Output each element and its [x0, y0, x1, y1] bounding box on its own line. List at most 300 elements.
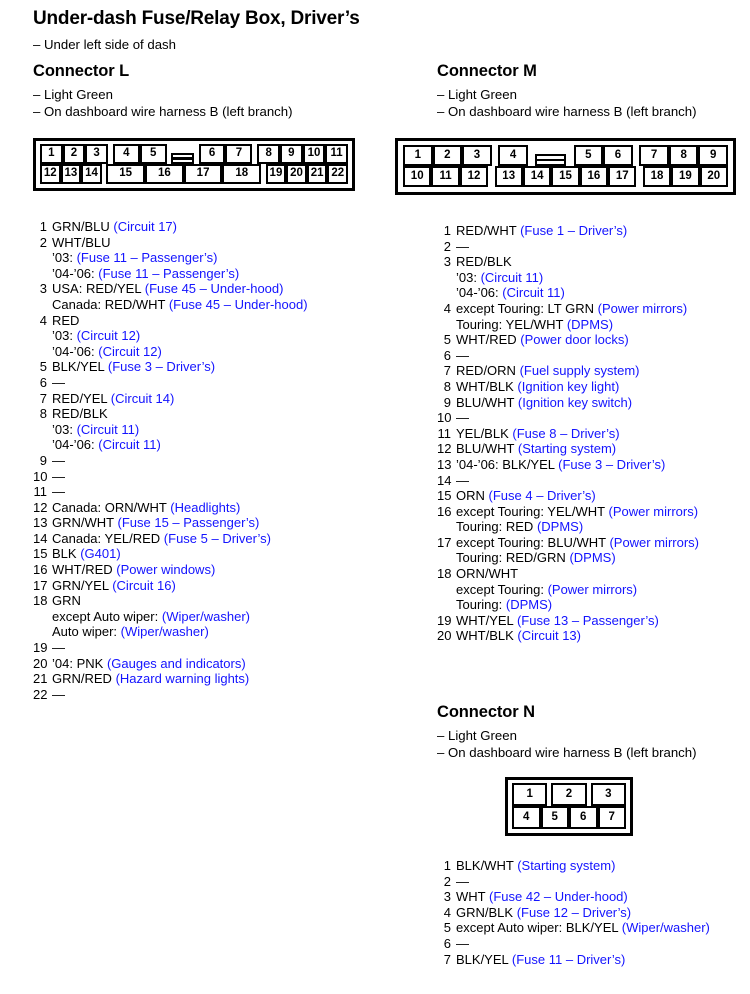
circuit-reference[interactable]: (Starting system)	[517, 441, 617, 457]
pin-number: 19	[33, 640, 48, 656]
circuit-reference[interactable]: (DPMS)	[569, 550, 616, 566]
pin-entry	[437, 348, 747, 364]
connector-M-pin-list	[437, 223, 747, 644]
pin-entry	[437, 410, 747, 426]
pin-main-line	[52, 235, 413, 251]
pin-entry	[437, 920, 747, 936]
pin-number: 10	[437, 410, 452, 426]
pin-number: 20	[33, 655, 48, 671]
connector-pin-20: 20	[700, 166, 728, 187]
pin-main-line	[52, 281, 413, 297]
pin-number: 18	[33, 593, 48, 609]
wire-color-code: USA: RED/YEL	[52, 281, 142, 297]
wire-color-code: RED/WHT	[456, 223, 517, 238]
wire-color-code: except Touring: BLU/WHT	[456, 534, 606, 550]
pin-entry	[437, 488, 747, 504]
circuit-reference[interactable]: (Fuse 15 – Passenger’s)	[117, 515, 260, 531]
pin-variant-label: Touring: RED	[456, 519, 534, 535]
pin-entry	[437, 363, 747, 379]
pin-number: 6	[443, 347, 451, 363]
pin-description	[52, 546, 413, 562]
connector-pin-10: 10	[303, 144, 326, 164]
pin-sub-line	[52, 437, 413, 453]
connector-pin-9: 9	[280, 144, 303, 164]
circuit-reference[interactable]: (Circuit 14)	[110, 390, 175, 406]
pin-description	[456, 473, 747, 489]
circuit-reference[interactable]: (Power mirrors)	[547, 581, 638, 597]
pin-number: 12	[437, 441, 452, 457]
pin-description	[52, 687, 413, 703]
connector-pin-5: 5	[574, 145, 604, 166]
pin-variant-label: ’04-’06:	[456, 285, 499, 301]
circuit-reference[interactable]: (G401)	[80, 546, 121, 562]
pin-row-bottom	[512, 806, 626, 829]
pin-main-line	[456, 395, 747, 411]
pin-description	[456, 348, 747, 364]
pin-entry	[33, 391, 413, 407]
connector-pin-2: 2	[63, 144, 86, 164]
pin-description	[52, 406, 413, 453]
pin-variant-label: Auto wiper:	[52, 624, 118, 640]
connector-pin-22: 22	[327, 164, 348, 184]
pin-main-line	[456, 905, 747, 921]
connector-pin-1: 1	[403, 145, 433, 166]
connector-pin-6: 6	[199, 144, 226, 164]
circuit-reference[interactable]: (Fuse 42 – Under-hood)	[489, 889, 628, 905]
pin-sub-line	[52, 297, 413, 313]
connector-pin-3: 3	[462, 145, 492, 166]
pin-number: 15	[33, 546, 48, 562]
circuit-reference[interactable]: (Fuse 11 – Passenger’s)	[98, 265, 240, 281]
wire-color-code: GRN	[52, 593, 81, 609]
pin-number: 20	[437, 628, 452, 644]
circuit-reference[interactable]: (Fuse 3 – Driver’s)	[107, 359, 216, 375]
pin-number: 9	[39, 452, 47, 468]
pin-entry	[33, 515, 413, 531]
pin-number: 14	[437, 472, 452, 488]
pin-row-bottom	[40, 164, 348, 184]
circuit-reference[interactable]: (Wiper/washer)	[161, 608, 250, 624]
pin-description	[456, 363, 747, 379]
circuit-reference[interactable]: (Power mirrors)	[597, 300, 688, 316]
circuit-reference[interactable]: (Power mirrors)	[608, 503, 699, 519]
pin-entry	[437, 473, 747, 489]
connector-pin-1: 1	[512, 783, 547, 806]
circuit-reference[interactable]: (Fuse 1 – Driver’s)	[520, 223, 628, 238]
pin-description	[456, 504, 747, 535]
pin-number: 4	[39, 312, 47, 328]
pin-description	[456, 441, 747, 457]
pin-entry	[437, 628, 747, 644]
pin-main-line	[456, 858, 747, 874]
pin-number: 16	[437, 503, 452, 519]
pin-description	[52, 235, 413, 282]
connector-section-M	[410, 62, 747, 644]
connector-pin-1: 1	[40, 144, 63, 164]
pin-entry	[33, 375, 413, 391]
pin-sub-line	[456, 597, 747, 613]
connector-pin-14: 14	[81, 164, 102, 184]
connector-L-pin-diagram	[33, 138, 413, 191]
wire-color-code: —	[456, 935, 469, 951]
pin-main-line	[456, 920, 747, 936]
pin-entry	[33, 562, 413, 578]
pin-description	[52, 453, 413, 469]
connector-pin-18: 18	[222, 164, 261, 184]
pin-number: 7	[443, 363, 451, 379]
pin-entry	[33, 671, 413, 687]
circuit-reference[interactable]: (Fuse 4 – Driver’s)	[488, 488, 596, 504]
pin-sub-line	[456, 582, 747, 598]
connector-pin-7: 7	[598, 806, 627, 829]
wire-color-code: RED	[52, 312, 80, 328]
connector-pin-2: 2	[433, 145, 463, 166]
wire-color-code: —	[52, 686, 65, 702]
connector-pin-3: 3	[85, 144, 108, 164]
connector-pin-3: 3	[591, 783, 626, 806]
pin-entry	[437, 858, 747, 874]
pin-entry	[437, 952, 747, 968]
pin-main-line	[52, 484, 413, 500]
pin-description	[456, 952, 747, 968]
pin-main-line	[52, 453, 413, 469]
pin-entry	[437, 566, 747, 613]
pin-number: 19	[437, 612, 452, 628]
pin-main-line	[52, 656, 413, 672]
pin-main-line	[52, 219, 413, 235]
pin-number: 1	[39, 219, 47, 234]
circuit-reference[interactable]: (DPMS)	[505, 597, 553, 613]
connector-section-N	[437, 703, 747, 967]
pin-main-line	[52, 515, 413, 531]
circuit-reference[interactable]: (Fuse 3 – Driver’s)	[558, 456, 666, 472]
circuit-reference[interactable]: (Circuit 12)	[76, 328, 141, 344]
pin-number: 21	[33, 671, 48, 687]
pin-row-top	[403, 145, 728, 166]
circuit-reference[interactable]: (Circuit 11)	[98, 437, 161, 453]
connector-pin-4: 4	[498, 145, 528, 166]
pin-entry	[437, 936, 747, 952]
pin-main-line	[456, 874, 747, 890]
pin-entry	[33, 484, 413, 500]
pin-entry	[33, 578, 413, 594]
connector-M-note-color: – Light Green	[437, 87, 517, 102]
circuit-reference[interactable]: (Circuit 17)	[113, 219, 177, 234]
pin-entry	[437, 613, 747, 629]
circuit-reference[interactable]: (Circuit 11)	[480, 269, 544, 285]
connector-pin-5: 5	[140, 144, 167, 164]
pin-description	[52, 671, 413, 687]
pin-number: 13	[33, 515, 48, 531]
pin-description	[52, 656, 413, 672]
connector-N-pin-diagram	[505, 777, 747, 836]
wire-color-code: BLK/YEL	[52, 359, 105, 375]
pin-description	[456, 889, 747, 905]
pin-main-line	[456, 473, 747, 489]
pin-description	[456, 874, 747, 890]
pin-entry	[33, 281, 413, 312]
circuit-reference[interactable]: (Gauges and indicators)	[106, 655, 246, 671]
pin-number: 12	[33, 499, 48, 515]
pin-main-line	[52, 640, 413, 656]
circuit-reference[interactable]: (Fuse 11 – Passenger’s)	[76, 250, 218, 266]
wire-color-code: Canada: ORN/WHT	[52, 499, 167, 515]
circuit-reference[interactable]: (Wiper/washer)	[120, 624, 209, 640]
wire-color-code: —	[456, 347, 469, 363]
circuit-reference[interactable]: (Fuse 45 – Under-hood)	[168, 296, 308, 312]
pin-entry	[33, 359, 413, 375]
pin-main-line	[456, 239, 747, 255]
pin-entry	[33, 531, 413, 547]
pin-main-line	[52, 578, 413, 594]
wire-color-code: GRN/BLK	[456, 904, 514, 920]
connector-N-wrapper	[505, 777, 645, 836]
pin-description	[456, 254, 747, 301]
connector-L-title: Connector L	[33, 62, 130, 80]
wire-color-code: WHT/BLK	[456, 378, 514, 394]
pin-number: 18	[437, 566, 452, 582]
pin-sub-line	[456, 519, 747, 535]
connector-L-note-harness: – On dashboard wire harness B (left branch)	[33, 103, 293, 119]
pin-variant-label: Touring: YEL/WHT	[456, 316, 564, 332]
pin-main-line	[52, 671, 413, 687]
pin-main-line	[456, 254, 747, 270]
pin-variant-label: Touring: RED/GRN	[456, 550, 566, 566]
circuit-reference[interactable]: (Fuse 5 – Driver’s)	[163, 530, 271, 546]
wire-color-code: RED/YEL	[52, 390, 108, 406]
pin-number: 5	[443, 920, 451, 936]
pin-entry	[437, 426, 747, 442]
connector-N-pin-list	[437, 858, 747, 967]
pin-main-line	[456, 410, 747, 426]
pin-entry	[33, 469, 413, 485]
circuit-reference[interactable]: (DPMS)	[536, 519, 584, 535]
pin-sub-line	[52, 266, 413, 282]
wire-color-code: —	[52, 374, 65, 390]
wire-color-code: —	[456, 873, 469, 889]
pin-row-top	[40, 144, 348, 164]
pin-main-line	[456, 889, 747, 905]
connector-pin-12: 12	[460, 166, 488, 187]
pin-variant-label: ’03:	[52, 421, 73, 437]
wire-color-code: ’04: PNK	[52, 655, 104, 671]
pin-variant-label: Touring:	[456, 597, 503, 613]
pin-description	[456, 239, 747, 255]
pin-main-line	[52, 687, 413, 703]
pin-sub-line	[456, 285, 747, 301]
pin-description	[52, 515, 413, 531]
connector-key-slot-icon	[535, 154, 566, 166]
pin-number: 10	[33, 468, 48, 484]
pin-description	[456, 395, 747, 411]
connector-L-pin-list	[33, 219, 413, 702]
wire-color-code: —	[456, 238, 469, 254]
pin-entry	[33, 546, 413, 562]
pin-number: 8	[443, 378, 451, 394]
circuit-reference[interactable]: (Power door locks)	[520, 332, 629, 348]
pin-sub-line	[456, 317, 747, 333]
connector-M-title: Connector M	[437, 62, 537, 80]
connector-pin-12: 12	[40, 164, 61, 184]
wire-color-code: —	[52, 452, 65, 468]
pin-main-line	[52, 406, 413, 422]
pin-number: 3	[443, 254, 451, 270]
connector-pin-4: 4	[113, 144, 140, 164]
pin-description	[52, 500, 413, 516]
pin-main-line	[52, 469, 413, 485]
pin-number: 2	[39, 234, 47, 250]
pin-entry	[33, 453, 413, 469]
wire-color-code: —	[52, 640, 65, 656]
pin-description	[52, 484, 413, 500]
pin-main-line	[52, 313, 413, 329]
connector-spacer	[492, 145, 499, 166]
pin-description	[456, 301, 747, 332]
connector-N-shell	[505, 777, 633, 836]
circuit-reference[interactable]: (Fuse 12 – Driver’s)	[516, 904, 632, 920]
connector-pin-21: 21	[307, 164, 328, 184]
pin-entry	[437, 889, 747, 905]
pin-variant-label: ’04-’06:	[52, 265, 95, 281]
pin-number: 6	[443, 935, 451, 951]
pin-description	[456, 332, 747, 348]
wire-color-code: except Auto wiper: BLK/YEL	[456, 920, 619, 936]
circuit-reference[interactable]: (Circuit 13)	[517, 628, 581, 644]
circuit-reference[interactable]: (Ignition key light)	[517, 378, 620, 394]
circuit-reference[interactable]: (Fuse 45 – Under-hood)	[144, 281, 284, 297]
circuit-reference[interactable]: (Fuse 11 – Driver’s)	[511, 951, 626, 967]
pin-main-line	[52, 391, 413, 407]
connector-L-note-color: – Light Green	[33, 87, 113, 102]
pin-entry	[33, 313, 413, 360]
circuit-reference[interactable]: (Circuit 12)	[98, 343, 162, 359]
pin-number: 8	[39, 406, 47, 422]
pin-number: 17	[33, 577, 48, 593]
connector-pin-4: 4	[512, 806, 541, 829]
circuit-reference[interactable]: (Circuit 11)	[502, 285, 565, 301]
pin-variant-label: Canada: RED/WHT	[52, 296, 166, 312]
pin-main-line	[456, 613, 747, 629]
circuit-reference[interactable]: (Wiper/washer)	[621, 920, 710, 936]
connector-pin-16: 16	[145, 164, 184, 184]
wire-color-code: GRN/YEL	[52, 577, 109, 593]
pin-entry	[437, 223, 747, 239]
pin-number: 15	[437, 488, 452, 504]
connector-pin-11: 11	[325, 144, 348, 164]
pin-description	[456, 566, 747, 613]
connector-pin-17: 17	[184, 164, 223, 184]
pin-entry	[33, 500, 413, 516]
pin-description	[456, 858, 747, 874]
pin-description	[52, 281, 413, 312]
pin-row-top	[512, 783, 626, 806]
pin-description	[456, 426, 747, 442]
pin-description	[52, 359, 413, 375]
connector-pin-11: 11	[431, 166, 459, 187]
connector-pin-16: 16	[580, 166, 608, 187]
wire-color-code: —	[52, 468, 65, 484]
pin-sub-line	[52, 624, 413, 640]
pin-main-line	[456, 363, 747, 379]
connector-N-note-harness: – On dashboard wire harness B (left branch)	[437, 744, 697, 760]
circuit-reference[interactable]: (Fuse 8 – Driver’s)	[512, 425, 620, 441]
pin-variant-label: ’04-’06:	[52, 343, 95, 359]
circuit-reference[interactable]: (Hazard warning lights)	[115, 671, 250, 687]
pin-number: 4	[443, 904, 451, 920]
pin-description	[456, 905, 747, 921]
circuit-reference[interactable]: (DPMS)	[566, 316, 614, 332]
circuit-reference[interactable]: (Circuit 16)	[112, 577, 176, 593]
circuit-reference[interactable]: (Headlights)	[170, 499, 241, 515]
pin-entry	[33, 219, 413, 235]
connector-N-title: Connector N	[437, 703, 535, 721]
pin-number: 2	[443, 873, 451, 889]
circuit-reference[interactable]: (Ignition key switch)	[517, 394, 633, 410]
wire-color-code: —	[456, 472, 469, 488]
pin-main-line	[456, 441, 747, 457]
pin-row-bottom	[403, 166, 728, 187]
connector-pin-15: 15	[551, 166, 579, 187]
circuit-reference[interactable]: (Starting system)	[517, 858, 616, 873]
pin-entry	[437, 239, 747, 255]
pin-description	[52, 375, 413, 391]
circuit-reference[interactable]: (Circuit 11)	[76, 421, 140, 437]
connector-pin-8: 8	[669, 145, 699, 166]
pin-main-line	[52, 546, 413, 562]
connector-section-L	[33, 62, 413, 702]
pin-entry	[437, 254, 747, 301]
pin-variant-label: ’03:	[52, 250, 73, 266]
connector-pin-14: 14	[523, 166, 551, 187]
pin-number: 7	[39, 390, 47, 406]
connector-pin-6: 6	[603, 145, 633, 166]
pin-entry	[437, 301, 747, 332]
pin-main-line	[456, 457, 747, 473]
pin-entry	[437, 535, 747, 566]
wire-color-code: YEL/BLK	[456, 425, 509, 441]
connector-spacer	[528, 145, 536, 166]
pin-entry	[33, 656, 413, 672]
pin-entry	[33, 406, 413, 453]
pin-description	[52, 391, 413, 407]
connector-pin-13: 13	[61, 164, 82, 184]
pin-main-line	[456, 488, 747, 504]
connector-pin-6: 6	[569, 806, 598, 829]
circuit-reference[interactable]: (Fuse 13 – Passenger’s)	[516, 612, 659, 628]
pin-main-line	[52, 531, 413, 547]
pin-main-line	[456, 566, 747, 582]
pin-sub-line	[456, 550, 747, 566]
pin-description	[52, 219, 413, 235]
wire-color-code: BLU/WHT	[456, 441, 515, 457]
pin-entry	[437, 379, 747, 395]
circuit-reference[interactable]: (Power windows)	[116, 562, 216, 578]
pin-description	[456, 410, 747, 426]
pin-description	[52, 562, 413, 578]
wire-color-code: RED/BLK	[52, 406, 108, 422]
connector-N-note-color: – Light Green	[437, 728, 517, 743]
pin-variant-label: ’04-’06:	[52, 437, 95, 453]
pin-number: 17	[437, 534, 452, 550]
wire-color-code: ’04-’06: BLK/YEL	[456, 456, 555, 472]
pin-number: 5	[443, 332, 451, 348]
circuit-reference[interactable]: (Fuel supply system)	[519, 363, 640, 379]
connector-M-pin-diagram	[395, 138, 747, 195]
pin-number: 11	[437, 425, 451, 441]
circuit-reference[interactable]: (Power mirrors)	[609, 534, 699, 550]
wire-color-code: BLK	[52, 546, 77, 562]
wire-color-code: ORN/WHT	[456, 566, 519, 582]
